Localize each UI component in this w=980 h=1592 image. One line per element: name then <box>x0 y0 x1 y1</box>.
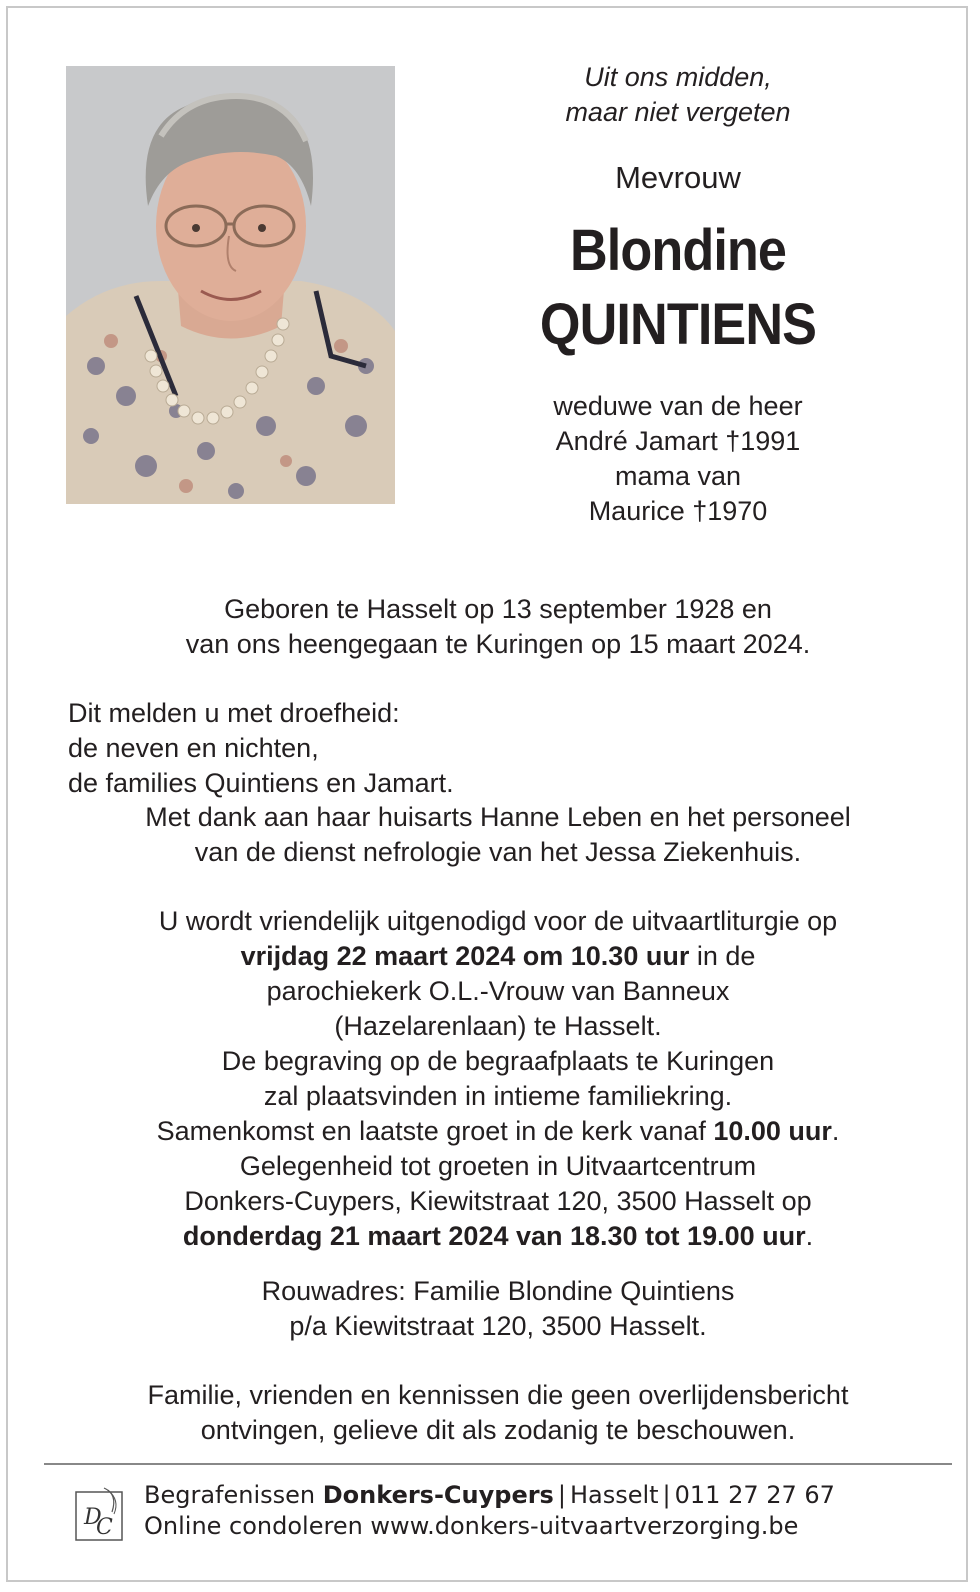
mourning-address <box>48 1274 948 1344</box>
announcement-paragraph <box>68 696 928 801</box>
invite-text: Samenkomst en laatste groet in de kerk vanaf <box>156 1116 714 1146</box>
invite-line: De begraving op de begraafplaats te Kuringen <box>221 1046 775 1076</box>
invite-line: U wordt vriendelijk uitgenodigd voor de uitvaartliturgie op <box>158 906 838 936</box>
thanks-paragraph <box>48 800 948 870</box>
salutation: Mevrouw <box>615 160 741 195</box>
relation-line: Maurice †1970 <box>588 496 768 526</box>
mourn-line: p/a Kiewitstraat 120, 3500 Hasselt. <box>289 1311 707 1341</box>
invitation-paragraph <box>48 904 948 1254</box>
thanks-line: Met dank aan haar huisarts Hanne Leben en het personeel <box>145 802 851 832</box>
invite-line: Gelegenheid tot groeten in Uitvaartcentrum <box>239 1151 757 1181</box>
invite-line: (Hazelarenlaan) te Hasselt. <box>334 1011 662 1041</box>
born-line: van ons heengegaan te Kuringen op 15 maart 2024. <box>185 629 811 659</box>
deceased-name <box>507 214 849 362</box>
visitation-datetime: donderdag 21 maart 2024 van 18.30 tot 19.00 uur <box>182 1221 806 1251</box>
invite-line <box>48 1219 948 1254</box>
obituary-card <box>6 6 968 1582</box>
footer-prefix: Begrafenissen <box>144 1481 323 1509</box>
svg-text:C: C <box>96 1515 113 1540</box>
invite-line <box>48 1114 948 1149</box>
company-name: Donkers-Cuypers <box>322 1481 554 1509</box>
online-condolence-link[interactable]: Online condoleren www.donkers-uitvaartverzorging.be <box>144 1512 799 1540</box>
relation-line: mama van <box>614 461 742 491</box>
footer-line-1 <box>144 1480 835 1511</box>
svg-text:D: D <box>84 1505 102 1530</box>
announce-line: Dit melden u met droefheid: <box>68 698 400 728</box>
portrait-photo <box>66 66 395 504</box>
motto <box>488 60 868 130</box>
notice-line: Familie, vrienden en kennissen die geen overlijdensbericht <box>147 1380 849 1410</box>
motto-line: maar niet vergeten <box>565 97 791 127</box>
mourn-line: Rouwadres: Familie Blondine Quintiens <box>261 1276 735 1306</box>
separator: | <box>557 1481 566 1509</box>
birth-death-paragraph <box>48 592 948 662</box>
invite-text: . <box>805 1221 814 1251</box>
motto-line: Uit ons midden, <box>584 62 772 92</box>
gathering-time: 10.00 uur <box>713 1116 832 1146</box>
first-name: Blondine <box>569 218 787 283</box>
footer-text <box>144 1480 835 1542</box>
notice-line: ontvingen, gelieve dit als zodanig te beschouwen. <box>200 1415 796 1445</box>
relation-line: André Jamart †1991 <box>555 426 801 456</box>
last-name: QUINTIENS <box>539 292 817 357</box>
invite-text: in de <box>689 941 756 971</box>
relations <box>488 389 868 529</box>
invite-line: Donkers-Cuypers, Kiewitstraat 120, 3500 Hasselt op <box>184 1186 812 1216</box>
invite-text: . <box>831 1116 840 1146</box>
announce-line: de neven en nichten, <box>68 733 319 763</box>
footer-divider <box>44 1463 952 1465</box>
separator: | <box>662 1481 671 1509</box>
notice-paragraph <box>48 1378 948 1448</box>
portrait-image <box>66 66 395 504</box>
funeral-home-footer <box>74 1480 934 1570</box>
invite-line: parochiekerk O.L.-Vrouw van Banneux <box>266 976 730 1006</box>
service-datetime: vrijdag 22 maart 2024 om 10.30 uur <box>240 941 690 971</box>
company-phone[interactable]: 011 27 27 67 <box>674 1481 835 1509</box>
relation-line: weduwe van de heer <box>553 391 803 421</box>
header-column <box>488 60 868 529</box>
thanks-line: van de dienst nefrologie van het Jessa Ziekenhuis. <box>194 837 802 867</box>
company-city: Hasselt <box>569 1481 659 1509</box>
invite-line: zal plaatsvinden in intieme familiekring. <box>263 1081 733 1111</box>
announce-line: de families Quintiens en Jamart. <box>68 768 454 798</box>
invite-line <box>48 939 948 974</box>
funeral-home-logo <box>74 1486 126 1542</box>
born-line: Geboren te Hasselt op 13 september 1928 en <box>224 594 772 624</box>
